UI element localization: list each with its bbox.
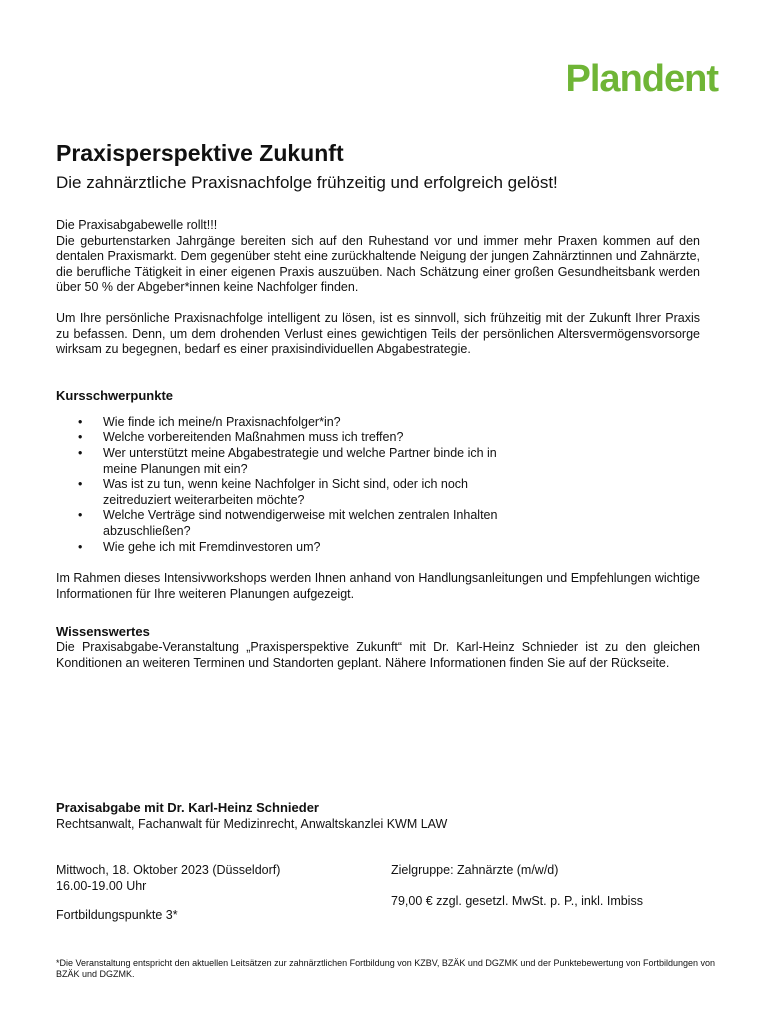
list-item: • Welche vorbereitenden Maßnahmen muss ich treffen? xyxy=(56,430,516,446)
event-price: 79,00 € zzgl. gesetzl. MwSt. p. P., inkl. Imbiss xyxy=(391,894,643,908)
main-content xyxy=(56,140,700,671)
list-item: • Was ist zu tun, wenn keine Nachfolger in Sicht sind, oder ich noch zeitreduziert weiterarbeiten möchte? xyxy=(56,477,516,508)
page-title: Praxisperspektive Zukunft xyxy=(56,140,344,166)
speaker-heading: Praxisabgabe mit Dr. Karl-Heinz Schnieder xyxy=(56,800,319,815)
info-body: Die Praxisabgabe-Veranstaltung „Praxisperspektive Zukunft“ mit Dr. Karl-Heinz Schnieder ist zu den gleichen Konditionen an weiteren Terminen und Standorten geplant. Nähere Informationen finden Sie auf der Rückseite. xyxy=(56,640,700,670)
event-audience: Zielgruppe: Zahnärzte (m/w/d) xyxy=(391,863,559,877)
event-datetime xyxy=(56,862,280,894)
event-date: Mittwoch, 18. Oktober 2023 (Düsseldorf) xyxy=(56,863,281,877)
intro-paragraph-2: Um Ihre persönliche Praxisnachfolge intelligent zu lösen, ist es sinnvoll, sich frühzeitig mit der Zukunft Ihrer Praxis zu befassen. Denn, um dem drohenden Verlust eines gewichtigen Teils der persönlichen Altersvermögensvorsorge wirksam zu begegnen, bedarf es einer praxisindividuellen Abgabestrategie. xyxy=(56,310,700,357)
speaker-subline: Rechtsanwalt, Fachanwalt für Medizinrecht, Anwaltskanzlei KWM LAW xyxy=(56,817,448,831)
event-points: Fortbildungspunkte 3* xyxy=(56,908,178,922)
event-time: 16.00-19.00 Uhr xyxy=(56,879,147,893)
focus-heading: Kursschwerpunkte xyxy=(56,387,174,403)
intro-body: Die geburtenstarken Jahrgänge bereiten sich auf den Ruhestand vor und immer mehr Praxen kommen auf den dentalen Praxismarkt. Dem gegenüber steht eine zurückhaltende Neigung der jungen Zahnärztinnen und Zahnärzte, die berufliche Tätigkeit in einer eigenen Praxis auszuüben. Nach Schätzung einer großen Gesundheitsbank werden über 50 % der Abgeber*innen keine Nachfolger finden. xyxy=(56,233,700,295)
list-item: • Wer unterstützt meine Abgabestrategie und welche Partner binde ich in meine Planungen mit ein? xyxy=(56,446,516,477)
intro-section xyxy=(56,218,700,296)
page-subtitle: Die zahnärztliche Praxisnachfolge frühzeitig und erfolgreich gelöst! xyxy=(56,173,558,192)
list-item: • Wie finde ich meine/n Praxisnachfolger*in? xyxy=(56,415,516,431)
list-item: • Welche Verträge sind notwendigerweise mit welchen zentralen Inhalten abzuschließen? xyxy=(56,508,516,539)
focus-list xyxy=(56,415,700,555)
intro-lead: Die Praxisabgabewelle rollt!!! xyxy=(56,218,218,232)
list-item: • Wie gehe ich mit Fremdinvestoren um? xyxy=(56,540,516,556)
plandent-logo: Plandent xyxy=(565,58,718,100)
footnote: *Die Veranstaltung entspricht den aktuellen Leitsätzen zur zahnärztlichen Fortbildung von KZBV, BZÄK und DGZMK und der Punktebewertung von Fortbildungen von BZÄK und DGZMK. xyxy=(56,958,716,979)
info-heading: Wissenswertes xyxy=(56,624,150,640)
focus-outro: Im Rahmen dieses Intensivworkshops werden Ihnen anhand von Handlungsanleitungen und Empfehlungen wichtige Informationen für Ihre weiteren Planungen aufgezeigt. xyxy=(56,571,700,601)
